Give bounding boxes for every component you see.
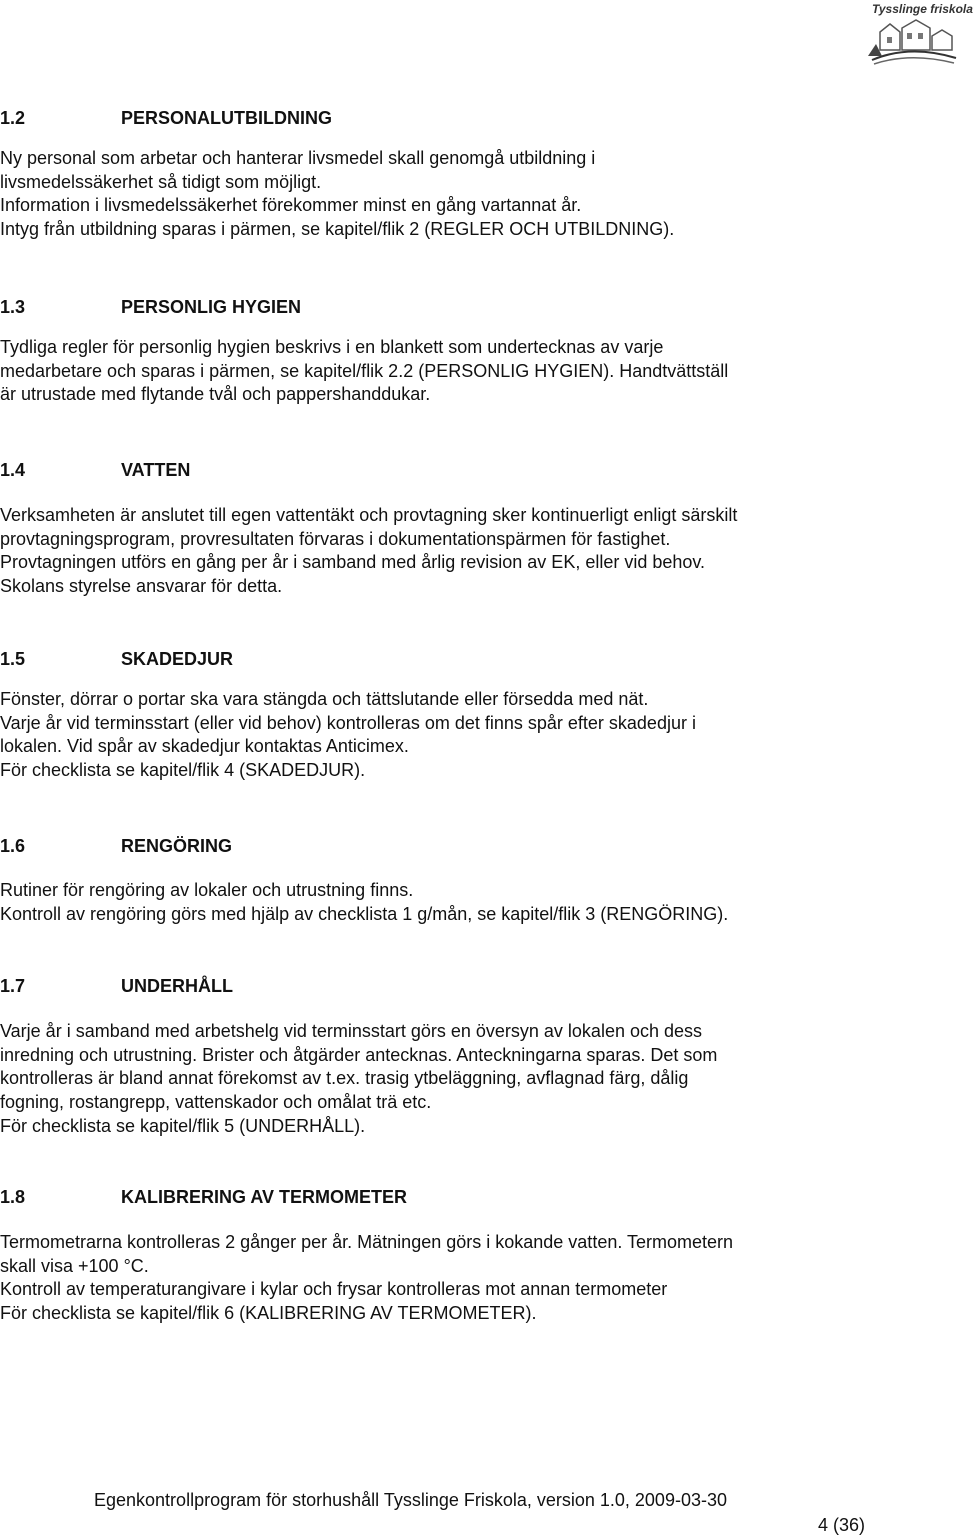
section-title: VATTEN [121, 460, 191, 480]
section-heading [0, 458, 900, 482]
section-1-5 [0, 647, 900, 783]
section-1-4 [0, 458, 900, 599]
section-heading [0, 834, 900, 858]
section-1-3 [0, 295, 900, 407]
section-1-8 [0, 1185, 900, 1326]
section-number: 1.7 [0, 976, 26, 996]
section-number: 1.3 [0, 297, 26, 317]
section-1-6 [0, 834, 900, 926]
section-number: 1.4 [0, 460, 26, 480]
section-title: KALIBRERING AV TERMOMETER [121, 1187, 407, 1207]
logo-text: Tysslinge friskola [872, 2, 973, 16]
section-heading [0, 106, 900, 130]
page-number: 4 (36) [818, 1515, 866, 1535]
section-body: Varje år i samband med arbetshelg vid terminsstart görs en översyn av lokalen och dess inredning och utrustning. Brister och åtgärder antecknas. Anteckningarna sparas. Det som kontrolleras är bland annat förekomst av t.ex. trasig ytbeläggning, avflagnad färg, dålig fogning, rostangrepp, vattenskador och omålat trä etc. För checklista se kapitel/flik 5 (UNDERHÅLL). [0, 1021, 718, 1136]
section-body: Ny personal som arbetar och hanterar livsmedel skall genomgå utbildning i livsmedelssäkerhet så tidigt som möjligt. Information i livsmedelssäkerhet förekommer minst en gång vartannat år. Intyg från utbildning sparas i pärmen, se kapitel/flik 2 (REGLER OCH UTBILDNING). [0, 148, 675, 240]
section-title: RENGÖRING [121, 836, 233, 856]
section-body: Fönster, dörrar o portar ska vara stängda och tättslutande eller försedda med nät. Varje år vid terminsstart (eller vid behov) kontrolleras om det finns spår efter skadedjur i lokalen. Vid spår av skadedjur kontaktas Anticimex. För checklista se kapitel/flik 4 (SKADEDJUR). [0, 689, 696, 781]
section-heading [0, 974, 900, 998]
section-title: UNDERHÅLL [121, 976, 233, 996]
section-body: Rutiner för rengöring av lokaler och utrustning finns. Kontroll av rengöring görs med hjälp av checklista 1 g/mån, se kapitel/flik 3 (RENGÖRING). [0, 880, 729, 924]
section-body: Verksamheten är anslutet till egen vattentäkt och provtagning sker kontinuerligt enligt särskilt provtagningsprogram, provresultaten förvaras i dokumentationspärmen för fastighet. Provtagningen utförs en gång per år i samband med årlig revision av EK, eller vid behov. Skolans styrelse ansvarar för detta. [0, 505, 738, 597]
section-number: 1.2 [0, 108, 26, 128]
section-heading [0, 295, 900, 319]
section-body: Termometrarna kontrolleras 2 gånger per år. Mätningen görs i kokande vatten. Termometern skall visa +100 °C. Kontroll av temperaturangivare i kylar och frysar kontrolleras mot annan termometer För checklista se kapitel/flik 6 (KALIBRERING AV TERMOMETER). [0, 1232, 734, 1324]
section-number: 1.8 [0, 1187, 26, 1207]
section-heading [0, 647, 900, 671]
section-1-7 [0, 974, 900, 1139]
section-heading [0, 1185, 900, 1209]
section-title: SKADEDJUR [121, 649, 234, 669]
section-number: 1.5 [0, 649, 26, 669]
school-logo [860, 0, 973, 70]
section-number: 1.6 [0, 836, 26, 856]
section-body: Tydliga regler för personlig hygien beskrivs i en blankett som undertecknas av varje medarbetare och sparas i pärmen, se kapitel/flik 2.2 (PERSONLIG HYGIEN). Handtvättställ är utrustade med flytande tvål och pappershanddukar. [0, 337, 729, 405]
section-title: PERSONLIG HYGIEN [121, 297, 302, 317]
page-footer: Egenkontrollprogram för storhushåll Tysslinge Friskola, version 1.0, 2009-03-30 [94, 1490, 727, 1510]
section-title: PERSONALUTBILDNING [121, 108, 332, 128]
section-1-2 [0, 106, 900, 242]
